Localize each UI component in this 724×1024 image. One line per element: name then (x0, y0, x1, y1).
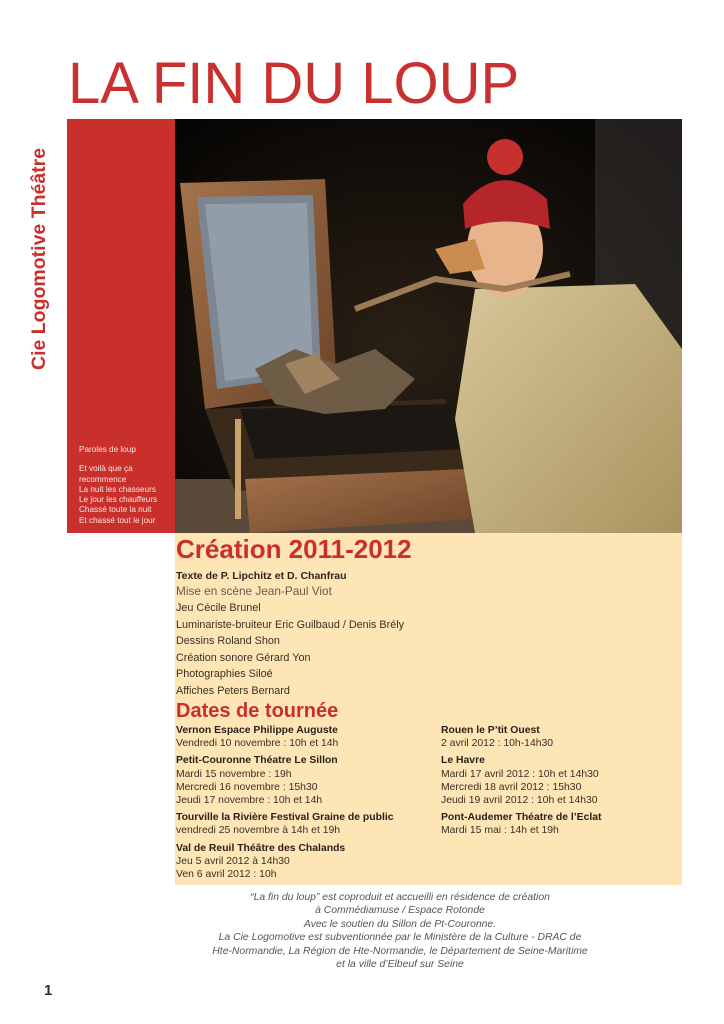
company-name: Cie Logomotive Théâtre (28, 147, 50, 370)
poem (79, 445, 174, 526)
tour-venue (176, 842, 431, 882)
tour-venue (441, 811, 676, 837)
venue-date: Mercredi 16 novembre : 15h30 (176, 781, 318, 793)
venue-date: Mercredi 18 avril 2012 : 15h30 (441, 781, 582, 793)
venue-date: Mardi 15 mai : 14h et 19h (441, 825, 559, 837)
tour-venue (441, 754, 676, 807)
venue-date: vendredi 25 novembre à 14h et 19h (176, 825, 341, 837)
tour-venue (441, 724, 676, 750)
tour-venue (176, 724, 431, 750)
show-photo (175, 119, 682, 533)
footer-note (175, 891, 625, 971)
venue-date: Jeudi 19 avril 2012 : 10h et 14h30 (441, 795, 598, 807)
credit-line: Création sonore Gérard Yon (176, 651, 311, 664)
poem-line: Et voilà que ça (79, 464, 133, 474)
credit-line: Photographies Siloé (176, 668, 273, 681)
venue-date: Jeu 5 avril 2012 à 14h30 (176, 855, 290, 867)
poem-line: Et chassé tout le jour (79, 515, 156, 525)
credit-line: Affiches Peters Bernard (176, 684, 290, 697)
venue-date: Mardi 17 avril 2012 : 10h et 14h30 (441, 768, 599, 780)
footer-line: et la ville d’Elbeuf sur Seine (336, 959, 464, 971)
venue-name: Pont-Audemer Théatre de l’Eclat (441, 812, 602, 824)
tour-dates-title: Dates de tournée (176, 700, 339, 722)
credit-line: Dessins Roland Shon (176, 635, 280, 648)
credits (176, 569, 656, 700)
tour-column-right (441, 724, 676, 842)
footer-line: “La fin du loup” est coproduit et accueilli en résidence de création (250, 892, 550, 903)
venue-date: Jeudi 17 novembre : 10h et 14h (176, 795, 323, 807)
poem-title: Paroles de loup (79, 445, 136, 454)
poem-line: Chassé toute la nuit (79, 505, 152, 515)
tour-venue (176, 811, 431, 837)
venue-date: Ven 6 avril 2012 : 10h (176, 869, 277, 881)
poem-line: Le jour les chauffeurs (79, 495, 158, 505)
venue-name: Rouen le P’tit Ouest (441, 725, 540, 736)
text-by: Texte de P. Lipchitz et D. Chanfrau (176, 570, 347, 582)
tour-venue (176, 754, 431, 807)
credit-line: Jeu Cécile Brunel (176, 602, 261, 614)
credit-line: Luminariste-bruiteur Eric Guilbaud / Denis Brély (176, 618, 405, 631)
footer-line: Hte-Normandie, La Région de Hte-Normandie, le Département de Seine-Maritime (212, 945, 588, 957)
footer-line: à Commédiamuse / Espace Rotonde (315, 905, 485, 917)
venue-name: Le Havre (441, 755, 485, 767)
venue-date: 2 avril 2012 : 10h-14h30 (441, 738, 554, 750)
venue-name: Tourville la Rivière Festival Graine de public (176, 812, 394, 824)
venue-name: Val de Reuil Théâtre des Chalands (176, 842, 346, 854)
poem-line: recommence (79, 474, 127, 484)
footer-line: Avec le soutien du Sillon de Pt-Couronne. (303, 918, 497, 930)
venue-date: Mardi 15 novembre : 19h (176, 768, 292, 780)
poem-line: La nuit les chasseurs (79, 484, 156, 494)
footer-line: La Cie Logomotive est subventionnée par le Ministère de la Culture - DRAC de (218, 932, 582, 944)
venue-date: Vendredi 10 novembre : 10h et 14h (176, 738, 339, 750)
venue-name: Petit-Couronne Théatre Le Sillon (176, 755, 338, 767)
venue-name: Vernon Espace Philippe Auguste (176, 725, 338, 736)
direction: Mise en scène Jean-Paul Viot (176, 584, 332, 598)
tour-column-left (176, 724, 431, 885)
creation-title: Création 2011-2012 (176, 534, 412, 564)
page-number: 1 (44, 982, 53, 999)
page-title: LA FIN DU LOUP (68, 51, 520, 116)
